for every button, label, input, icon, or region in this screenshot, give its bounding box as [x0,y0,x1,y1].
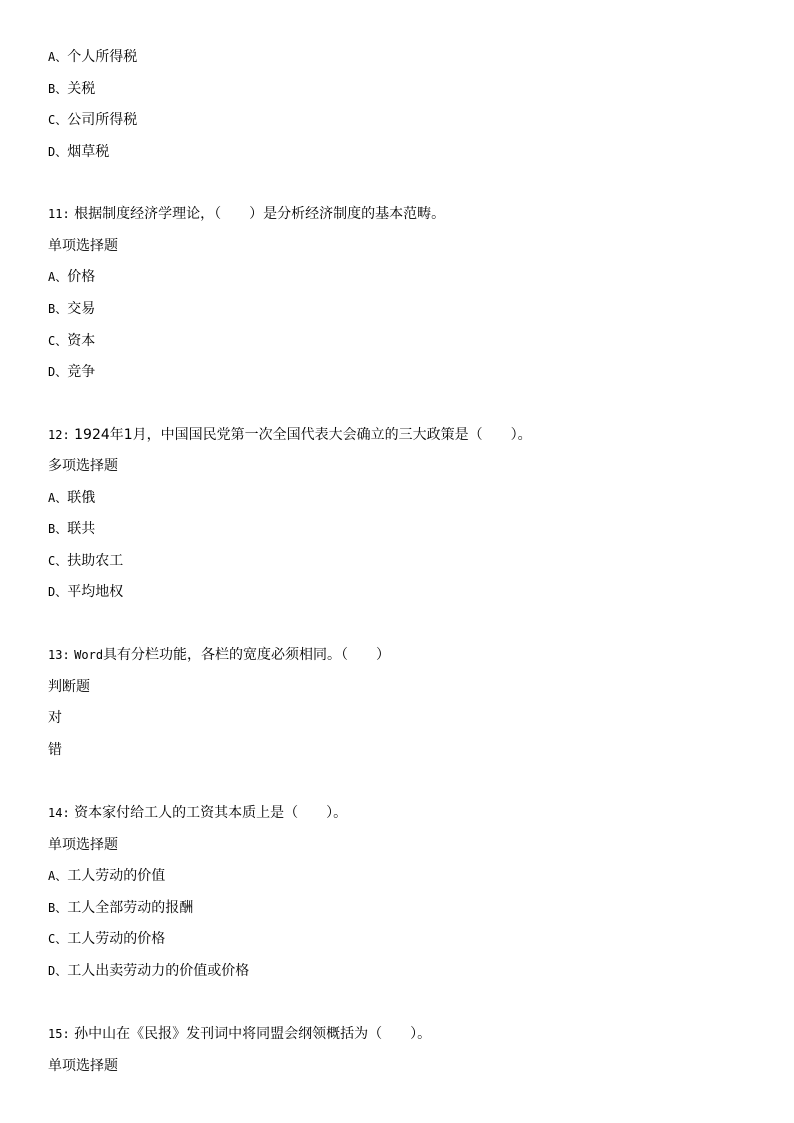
option-11-a: A、价格 [48,269,96,285]
option-13-false: 错 [48,742,62,758]
question-14-type: 单项选择题 [48,837,118,853]
option-11-d: D、竞争 [48,364,96,380]
option-12-a: A、联俄 [48,490,96,506]
question-14-stem: 14: 资本家付给工人的工资其本质上是（ ）。 [48,805,348,821]
question-11-stem: 11: 根据制度经济学理论，（ ）是分析经济制度的基本范畴。 [48,206,446,222]
question-11-type: 单项选择题 [48,238,118,254]
option-12-b: B、联共 [48,521,96,537]
option-14-d: D、工人出卖劳动力的价值或价格 [48,963,250,979]
question-15-stem: 15: 孙中山在《民报》发刊词中将同盟会纲领概括为（ ）。 [48,1026,432,1042]
option-14-b: B、工人全部劳动的报酬 [48,900,194,916]
question-13-stem: 13: Word具有分栏功能，各栏的宽度必须相同。（ ） [48,647,391,663]
question-15-type: 单项选择题 [48,1058,118,1074]
option-14-a: A、工人劳动的价值 [48,868,166,884]
option-11-b: B、交易 [48,301,96,317]
option-10-b: B、关税 [48,81,96,97]
option-13-true: 对 [48,710,62,726]
option-14-c: C、工人劳动的价格 [48,931,166,947]
option-10-d: D、烟草税 [48,144,110,160]
option-10-a: A、个人所得税 [48,49,138,65]
option-11-c: C、资本 [48,333,96,349]
question-13-type: 判断题 [48,679,90,695]
question-12-type: 多项选择题 [48,458,118,474]
question-12-stem: 12: 1924年1月，中国国民党第一次全国代表大会确立的三大政策是（ ）。 [48,427,532,443]
option-12-c: C、扶助农工 [48,553,124,569]
option-10-c: C、公司所得税 [48,112,138,128]
option-12-d: D、平均地权 [48,584,124,600]
